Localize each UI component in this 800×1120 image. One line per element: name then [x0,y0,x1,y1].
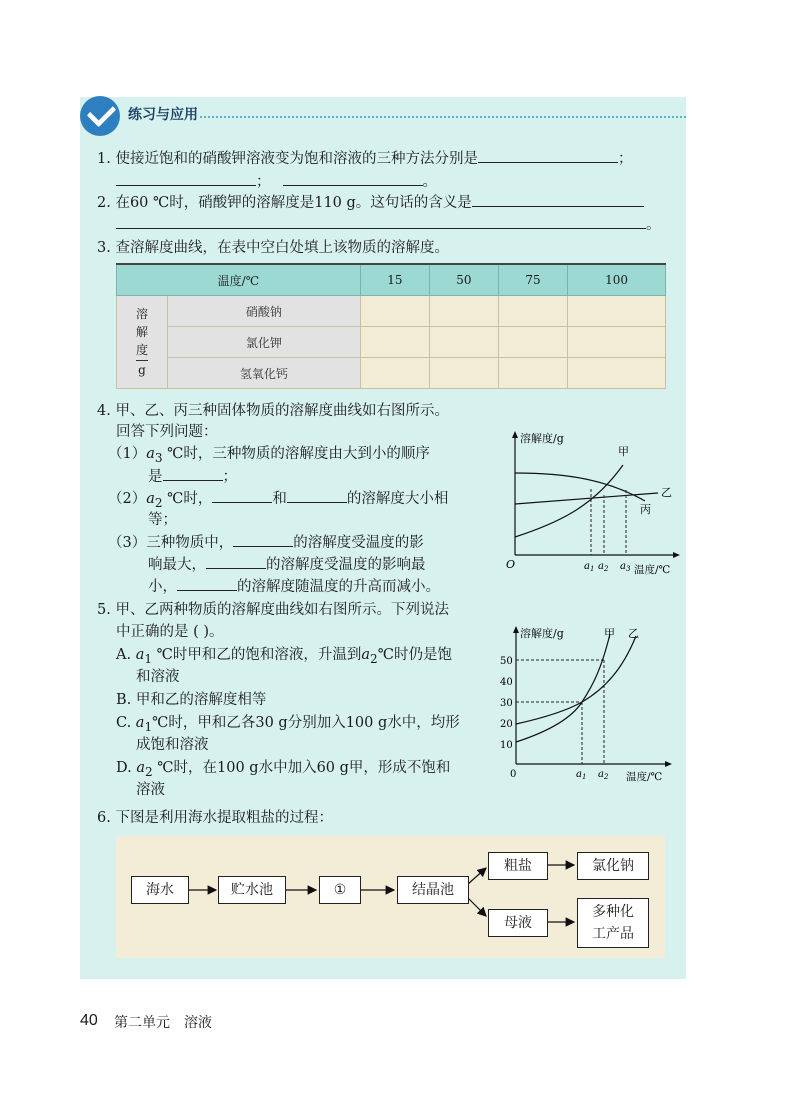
y-axis-label: 溶解度/g [520,627,564,640]
flow-step1-box: ① [319,876,361,904]
table-cell [568,358,666,389]
y-axis-label: 溶解度/g [520,432,564,445]
q5-option-d-line2: 溶液 [136,782,165,798]
q5-option-b: B. 甲和乙的溶解度相等 [116,692,267,708]
table-header-label: 温度/℃ [117,264,361,296]
table-cell [429,327,498,358]
label-jia: 甲 [604,627,615,640]
table-cell [360,327,429,358]
curve-jia [516,634,610,742]
q3-text: 3. 查溶解度曲线，在表中空白处填上该物质的溶解度。 [97,240,449,256]
table-temp: 75 [498,264,567,296]
flow-nacl-box: 氯化钠 [577,852,649,880]
q5-option-c-line1: C. $a_1℃$时，甲和乙各30 g分别加入100 g水中，均形 [116,715,460,734]
tick-a1: $a_1$ [584,561,595,573]
table-unit-label: 溶 解 度 g [117,296,168,389]
origin-label: O [506,558,516,571]
y-tick: 10 [500,740,513,751]
q4-p1-line2: 是 ； [148,466,237,487]
q5-option-a-line2: 和溶液 [136,669,180,685]
x-axis-arrow [673,552,680,558]
table-cell [429,358,498,389]
q1-line2: ； 。 [116,171,437,192]
q4-p3-line3: 小， 的溶解度随温度的升高而减小。 [148,576,440,597]
flow-chemical-products-box: 多种化 工产品 [577,898,649,948]
y-tick: 40 [500,677,513,688]
page-number: 40 [80,1012,98,1029]
q4-line1: 4. 甲、乙、丙三种固体物质的溶解度曲线如右图所示。 [97,403,449,419]
tick-a2: $a_2$ [598,561,609,573]
flow-reservoir-box: 贮水池 [218,876,286,904]
label-yi: 乙 [661,486,672,499]
flow-mother-liquor-box: 母液 [488,909,548,937]
q2-line1: 2. 在60 ℃时，硝酸钾的溶解度是110 g。这句话的含义是 [97,192,644,213]
tick-a3: $a_3$ [620,561,631,573]
x-axis-arrow [665,761,672,767]
check-logo-icon [80,96,120,136]
q5-line2: 中正确的是 ( )。 [116,624,224,640]
table-cell [498,327,567,358]
q5-option-a-line1: A. $a_1$ ℃时甲和乙的饱和溶液，升温到$a_2℃$时仍是饱 [116,647,452,666]
table-cell [360,296,429,327]
flow-crude-salt-box: 粗盐 [488,852,548,880]
table-cell [498,358,567,389]
y-axis-arrow [512,431,518,438]
q6-text: 6. 下图是利用海水提取粗盐的过程： [97,810,333,826]
table-temp: 50 [429,264,498,296]
table-temp: 100 [568,264,666,296]
solubility-table [116,263,666,389]
table-cell [498,296,567,327]
y-tick: 50 [500,656,513,667]
x-axis-label: 温度/℃ [626,771,663,782]
q4-p3-line2: 响最大， 的溶解度受温度的影响最 [148,554,426,575]
table-cell [360,358,429,389]
q4-p2-line1: $(2)a_2$ ℃时， 和 的溶解度大小相 [108,488,448,513]
table-cell [429,296,498,327]
table-cell [568,327,666,358]
q4-p3-line1: （3）三种物质中， 的溶解度受温度的影 [108,532,424,553]
q4-p2-line2: 等； [148,512,177,528]
tick-a2: $a_2$ [598,769,609,781]
y-ticks [500,656,513,751]
table-temp: 15 [360,264,429,296]
label-yi: 乙 [628,627,639,640]
flow-crystal-box: 结晶池 [397,876,469,904]
label-jia: 甲 [618,445,629,458]
q2-line2: 。 [116,214,661,235]
header-dotted-line [200,116,686,118]
section-title: 练习与应用 [128,107,198,123]
q5-solubility-figure [498,620,678,782]
table-row-label: 氯化钾 [168,327,361,358]
q5-line1: 5. 甲、乙两种物质的溶解度曲线如右图所示。下列说法 [97,602,449,618]
table-row-label: 氢氧化钙 [168,358,361,389]
y-tick: 30 [500,698,513,709]
q4-line2: 回答下列问题： [116,424,218,440]
y-axis-arrow [513,626,519,633]
q1-line1: 1. 使接近饱和的硝酸钾溶液变为饱和溶液的三种方法分别是 ； [97,148,632,169]
q5-option-c-line2: 成饱和溶液 [136,737,209,753]
y-tick: 20 [500,719,513,730]
unit-title: 第二单元 溶液 [114,1015,212,1031]
x-axis-label: 温度/℃ [634,564,671,576]
q4-solubility-figure [498,425,683,580]
q5-option-d-line1: D. $a_2$ ℃时，在100 g水中加入60 g甲，形成不饱和 [116,760,451,779]
origin-label: 0 [510,769,517,780]
flow-diagram [116,836,665,958]
curve-yi [516,636,636,724]
q4-p1-line1: $(1)a_3$ ℃时，三种物质的溶解度由大到小的顺序 [108,446,430,465]
tick-a1: $a_1$ [576,769,587,781]
table-row-label: 硝酸钠 [168,296,361,327]
label-bing: 丙 [640,503,651,516]
table-cell [568,296,666,327]
flow-seawater-box: 海水 [131,876,189,904]
